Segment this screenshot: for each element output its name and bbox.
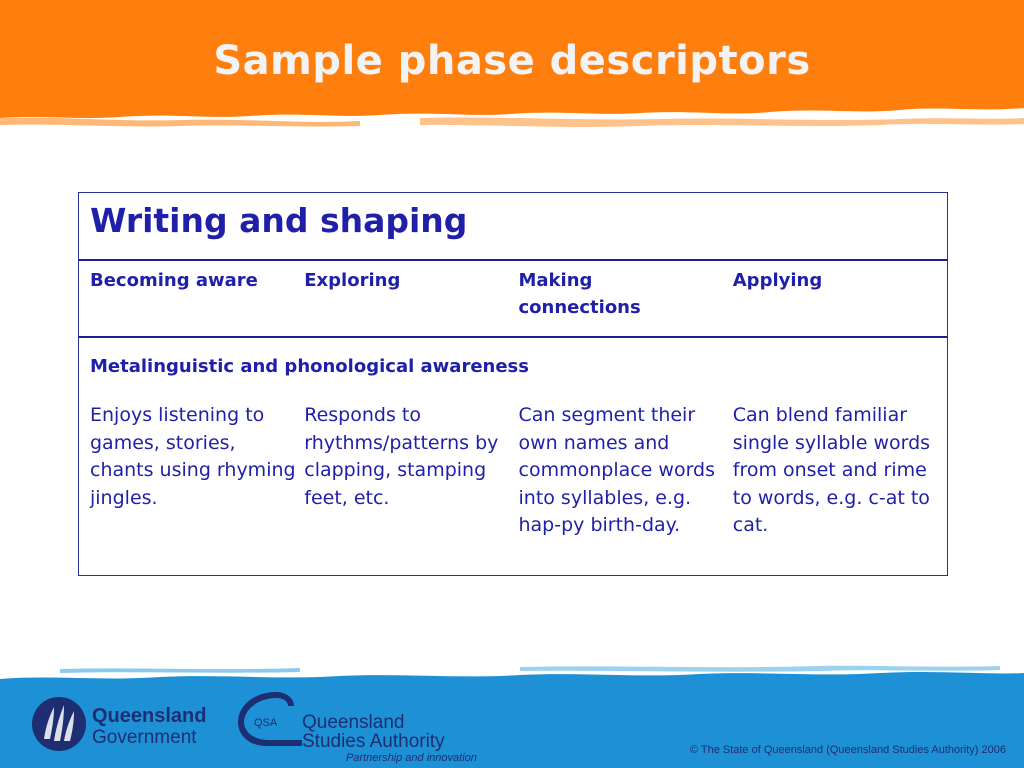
descriptor-exploring: Responds to rhythms/patterns by clapping, stamping feet, etc. (304, 404, 499, 509)
table-heading: Writing and shaping (79, 193, 947, 261)
slide-title: Sample phase descriptors (213, 38, 811, 84)
qsa-swoosh-icon (232, 688, 304, 750)
copyright-notice: © The State of Queensland (Queensland Studies Authority) 2006 (689, 744, 1006, 756)
qsa-badge-text: QSA (254, 717, 278, 729)
qsa-logo-line1: Queensland (302, 712, 405, 733)
descriptor-becoming-aware: Enjoys listening to games, stories, chants using rhyming jingles. (90, 404, 296, 509)
qsa-tagline: Partnership and innovation (346, 752, 477, 764)
phase-header-row (79, 261, 947, 338)
phase-descriptor-table (78, 192, 948, 576)
header-band (0, 0, 1024, 135)
descriptor-row (79, 386, 947, 540)
phase-applying: Applying (732, 270, 823, 291)
qsa-logo (302, 713, 477, 765)
qsa-logo-line2: Studies Authority (302, 731, 445, 752)
phase-becoming-aware: Becoming aware (90, 270, 258, 291)
qg-logo-line1: Queensland (92, 705, 207, 727)
qg-logo-line2: Government (92, 727, 197, 748)
section-title: Metalinguistic and phonological awareness (90, 356, 529, 377)
phase-exploring: Exploring (304, 270, 401, 291)
queensland-government-crest-icon (30, 695, 88, 753)
phase-making-connections: Making connections (518, 270, 641, 318)
descriptor-making-connections: Can segment their own names and commonplace words into syllables, e.g. hap-py birth-day. (518, 404, 716, 536)
descriptor-applying: Can blend familiar single syllable words from onset and rime to words, e.g. c-at to cat. (732, 404, 931, 536)
queensland-government-logo (92, 705, 206, 749)
